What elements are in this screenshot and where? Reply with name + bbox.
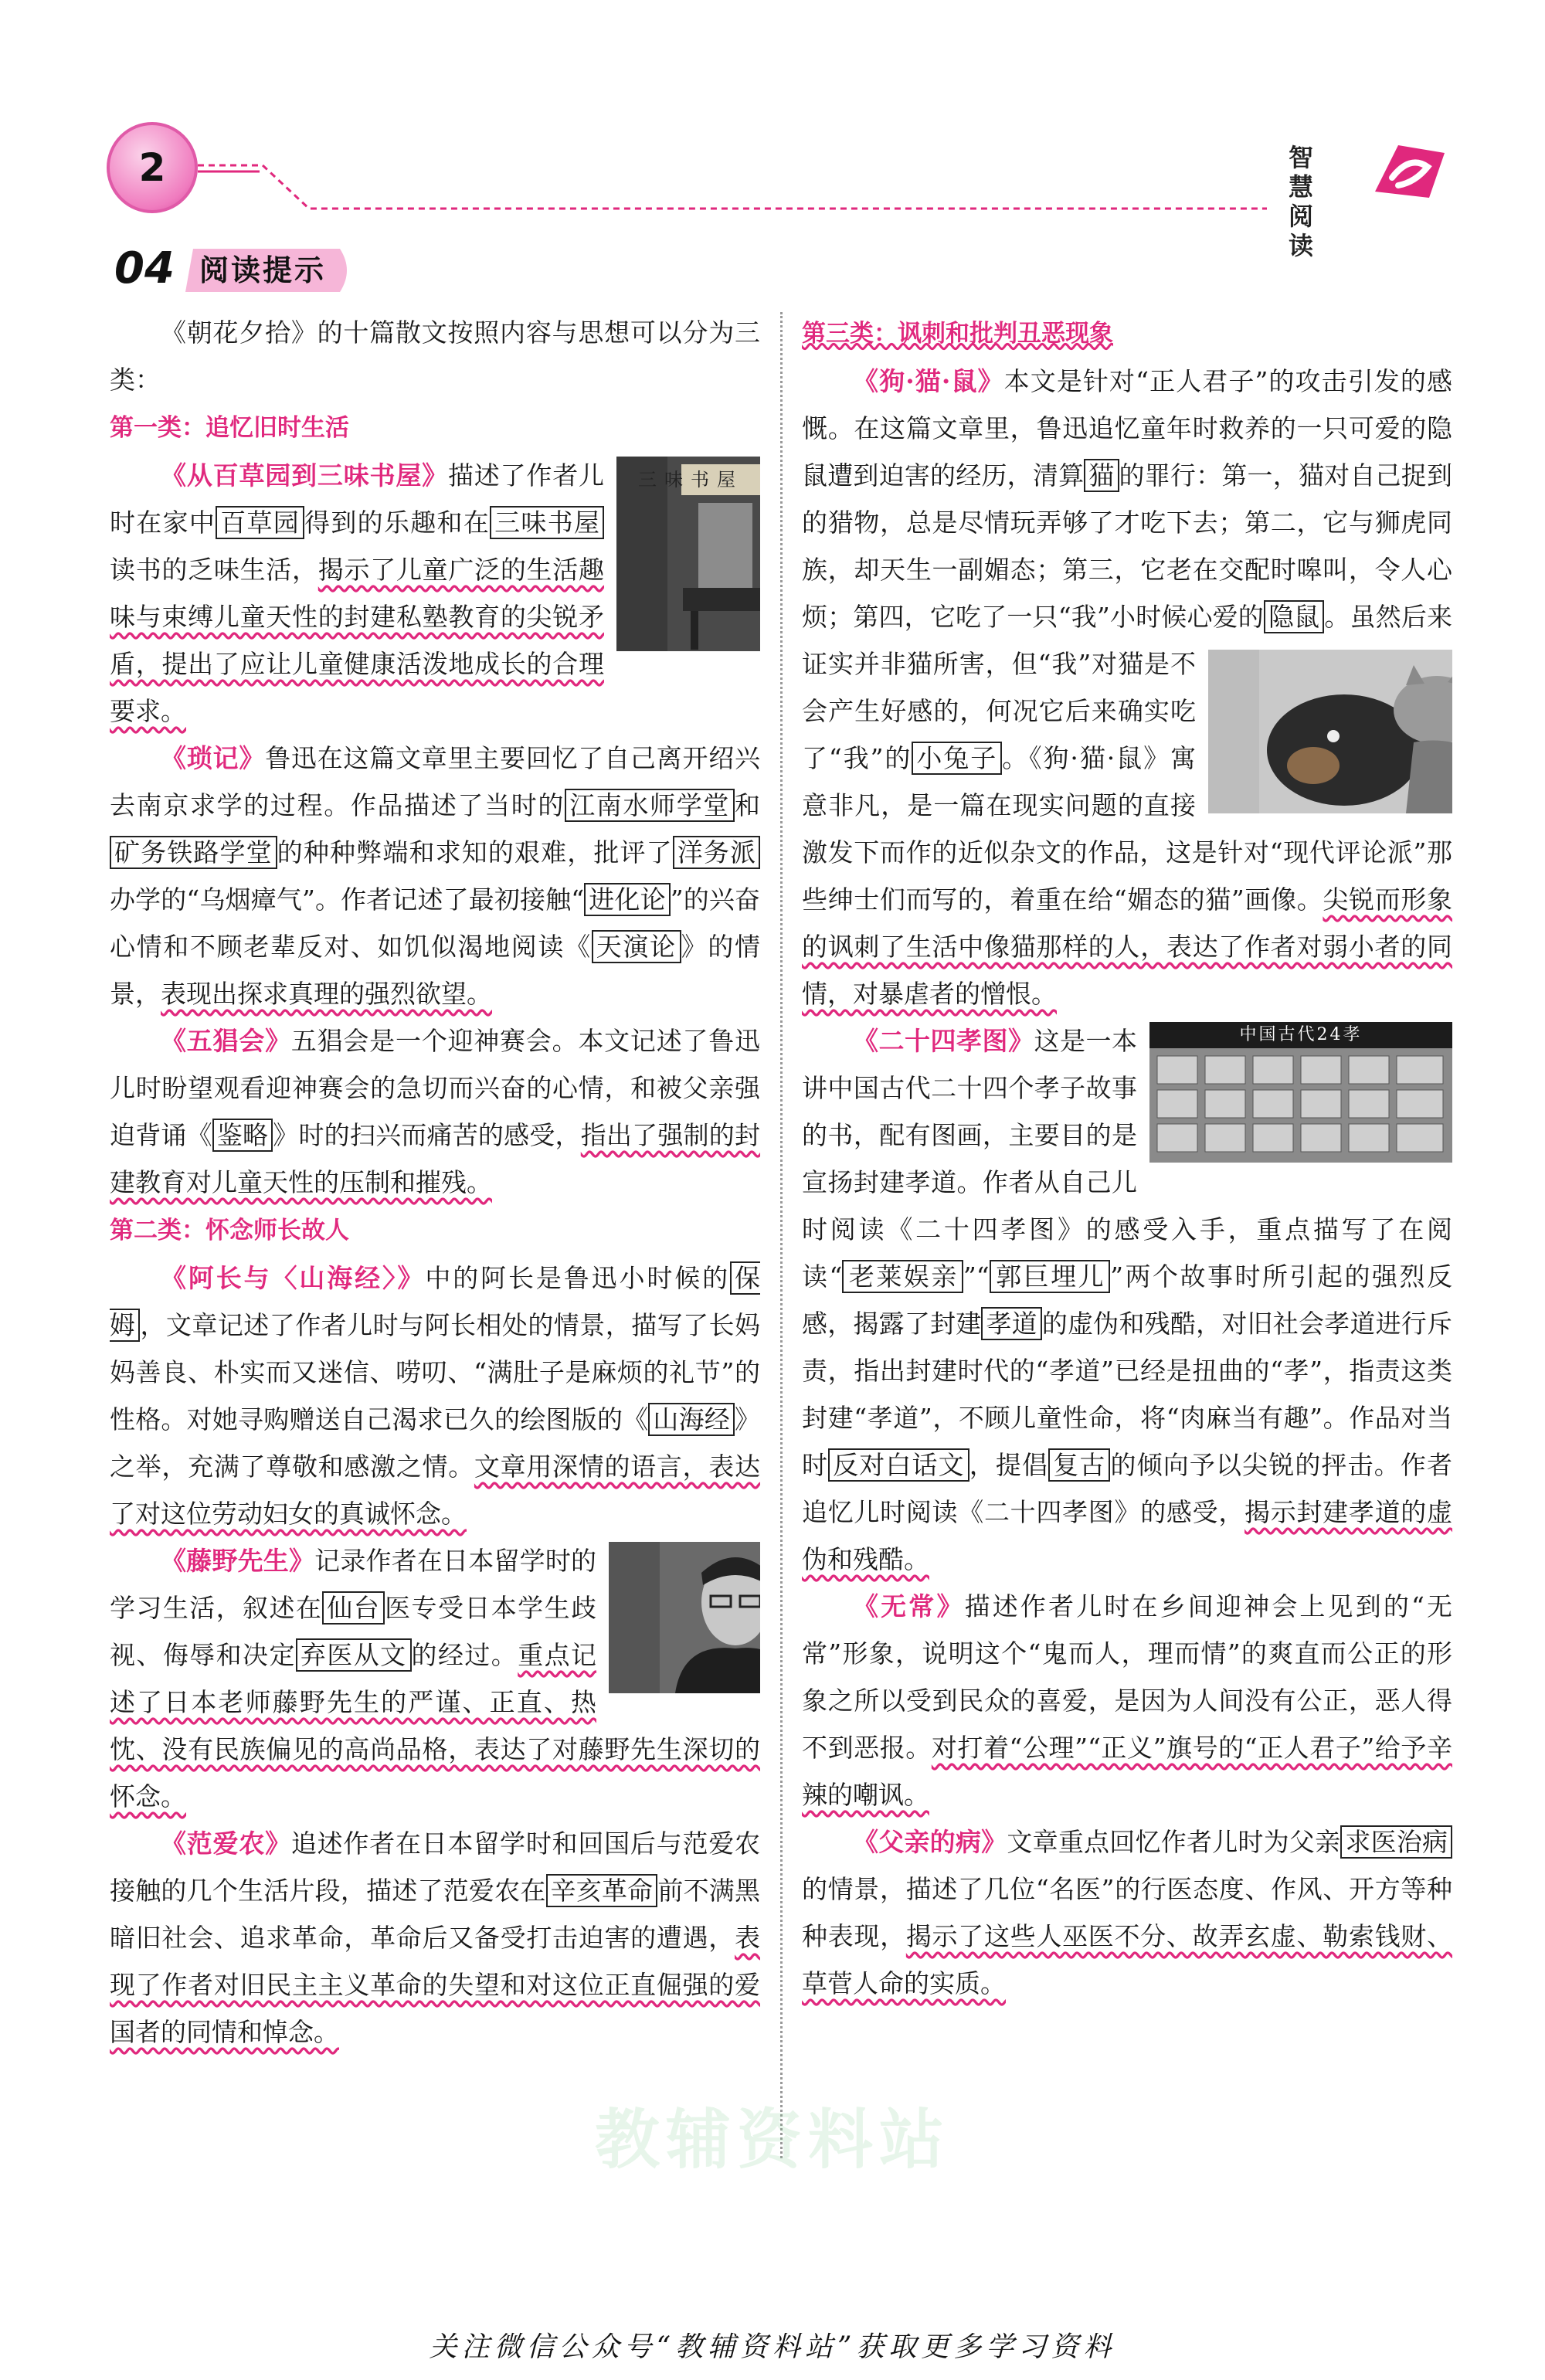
book-banner-text: 中国古代24孝	[1149, 1022, 1452, 1048]
page-number: 2	[107, 122, 198, 213]
logo-icon	[1367, 138, 1452, 202]
intro-text: 《朝花夕拾》的十篇散文按照内容与思想可以分为三类：	[110, 317, 760, 395]
right-column	[802, 309, 1452, 2007]
plaque-text: 三味书屋	[638, 469, 743, 491]
essay-baicaoyuan: 三味书屋 《从百草园到三味书屋》描述了作者儿时在家中 百草园 得到的乐趣和在 三味书屋读书的乏味生活，揭示了儿童广泛的生活趣味与束缚儿童天性的封建私塾教育的尖锐矛盾，提出了应让儿童健康活泼地成长的合理要求。	[110, 452, 760, 735]
essay-achang: 《阿长与〈山海经〉》中的阿长是鲁迅小时候的 保姆 ，文章记述了作者儿时与阿长相处的情景，描写了长妈妈善良、朴实而又迷信、唠叨、“满肚子是麻烦的礼节”的性格。对她寻购赠送自己渴求已久的绘图版的《 山海经 》之举，充满了尊敬和感激之情。文章用深情的语言，表达了对这位劳动妇女的真诚怀念。	[110, 1263, 761, 1529]
essay-fanainong: 《范爱农》追述作者在日本留学时和回国后与范爱农接触的几个生活片段，描述了范爱农在 辛亥革命 前不满黑暗旧社会、追求革命，革命后又备受打击迫害的遭遇，表现了作者对旧民主主义革命的失望和对这位正直倔强的爱国者的同情和悼念。	[110, 1828, 761, 2047]
essay-ershisi-xiaotu: 中国古代24孝 《二十四孝图》这是一本讲中国古代二十四个孝子故事的书，配有图画，主要目的是宣扬封建孝道。作者从自己儿时阅读《二十四孝图》的感受入手，重点描写了在阅读“ 老莱娱亲 ”“ 郭巨埋儿 ”两个故事时所引起的强烈反感，揭露了封建 孝道 的虚伪和残酷，对旧社会孝道进行斥责，指出封建时代的“孝道”已经是扭曲的“孝”，指责这类封建“孝道”，不顾儿童性命，将“肉麻当有趣”。作品对当时 反对白话文 ，提倡 复古 的倾向予以尖锐的抨击。作者追忆儿时阅读《二十四孝图》的感受，揭示封建孝道的虚伪和残酷。	[802, 1017, 1452, 1583]
footer-note: 关注微信公众号“教辅资料站”获取更多学习资料	[429, 2331, 1116, 2363]
ershisi-xiao-book-image	[1149, 1022, 1452, 1163]
essay-fuqin-de-bing: 《父亲的病》文章重点回忆作者儿时为父亲 求医治病的情景，描述了几位“名医”的行医态度、作风、开方等种种表现，揭示了这些人巫医不分、故弄玄虚、勒索钱财、草菅人命的实质。	[802, 1827, 1453, 1998]
column-divider	[780, 312, 783, 2158]
essay-gou-mao-shu: 《狗·猫·鼠》本文是针对“正人君子”的攻击引发的感慨。在这篇文章里，鲁迅追忆童年时救养的一只可爱的隐鼠遭到迫害的经历，清算 猫 的罪行：第一，猫对自己捉到的猎物，总是尽情玩弄够了才吃下去；第二，它与狮虎同族，却天生一副媚态；第三，它老在交配时嗥叫，令人心烦；第四，它吃了一只“我”小时候心爱的 隐鼠 。虽然后来证实并非猫所害，但“我”对猫是不会产生好感的，何况它后来确实吃了“我”的 小兔子 。《狗·猫·鼠》寓意非凡，是一篇在现实问题的直接激发下而作的近似杂文的作品，这是针对“现代评论派”那些绅士们而写的，着重在给“媚态的猫”画像。尖锐而形象的讽刺了生活中像猫那样的人，表达了作者对弱小者的同情，对暴虐者的憎恨。	[802, 358, 1452, 1017]
tengye-portrait-photo	[609, 1542, 760, 1693]
essay-wuchanghui: 《五猖会》五猖会是一个迎神赛会。本文记述了鲁迅儿时盼望观看迎神赛会的急切而兴奋的心情，和被父亲强迫背诵《 鉴略 》时的扫兴而痛苦的感受，指出了强制的封建教育对儿童天性的压制和摧残。	[110, 1026, 761, 1197]
sanwei-shuwu-photo	[616, 457, 760, 651]
watermark: 教辅资料站	[594, 2102, 950, 2178]
logo-text: 智慧阅读	[1289, 143, 1317, 260]
essay-wuchang: 《无常》描述作者儿时在乡间迎神会上见到的“无常”形象，说明这个“鬼而人，理而情”的爽直而公正的形象之所以受到民众的喜爱，是因为人间没有公正，恶人得不到恶报。对打着“公理”“正义”旗号的“正人君子”给予辛辣的嘲讽。	[802, 1591, 1453, 1810]
category-2: 第二类：怀念师长故人	[110, 1217, 349, 1244]
category-1: 第一类：追忆旧时生活	[110, 414, 349, 442]
left-column	[110, 309, 760, 2056]
essay-tengye: 《藤野先生》记录作者在日本留学时的学习生活，叙述在 仙台 医专受日本学生歧视、侮辱和决定 弃医从文 的经过。重点记述了日本老师藤野先生的严谨、正直、热忱、没有民族偏见的高尚品格，表达了对藤野先生深切的怀念。	[110, 1537, 760, 1820]
category-3: 第三类：讽刺和批判丑恶现象	[802, 320, 1113, 348]
dog-and-cat-photo	[1208, 650, 1452, 813]
section-title: 阅读提示	[199, 253, 327, 287]
essay-suoji: 《琐记》鲁迅在这篇文章里主要回忆了自己离开绍兴去南京求学的过程。作品描述了当时的 江南水师学堂 和矿务铁路学堂 的种种弊端和求知的艰难，批评了 洋务派办学的“乌烟瘴气”。作者记述了最初接触“ 进化论 ”的兴奋心情和不顾老辈反对、如饥似渴地阅读《 天演论 》的情景，表现出探求真理的强烈欲望。	[110, 743, 761, 1009]
section-number: 04	[114, 243, 175, 294]
